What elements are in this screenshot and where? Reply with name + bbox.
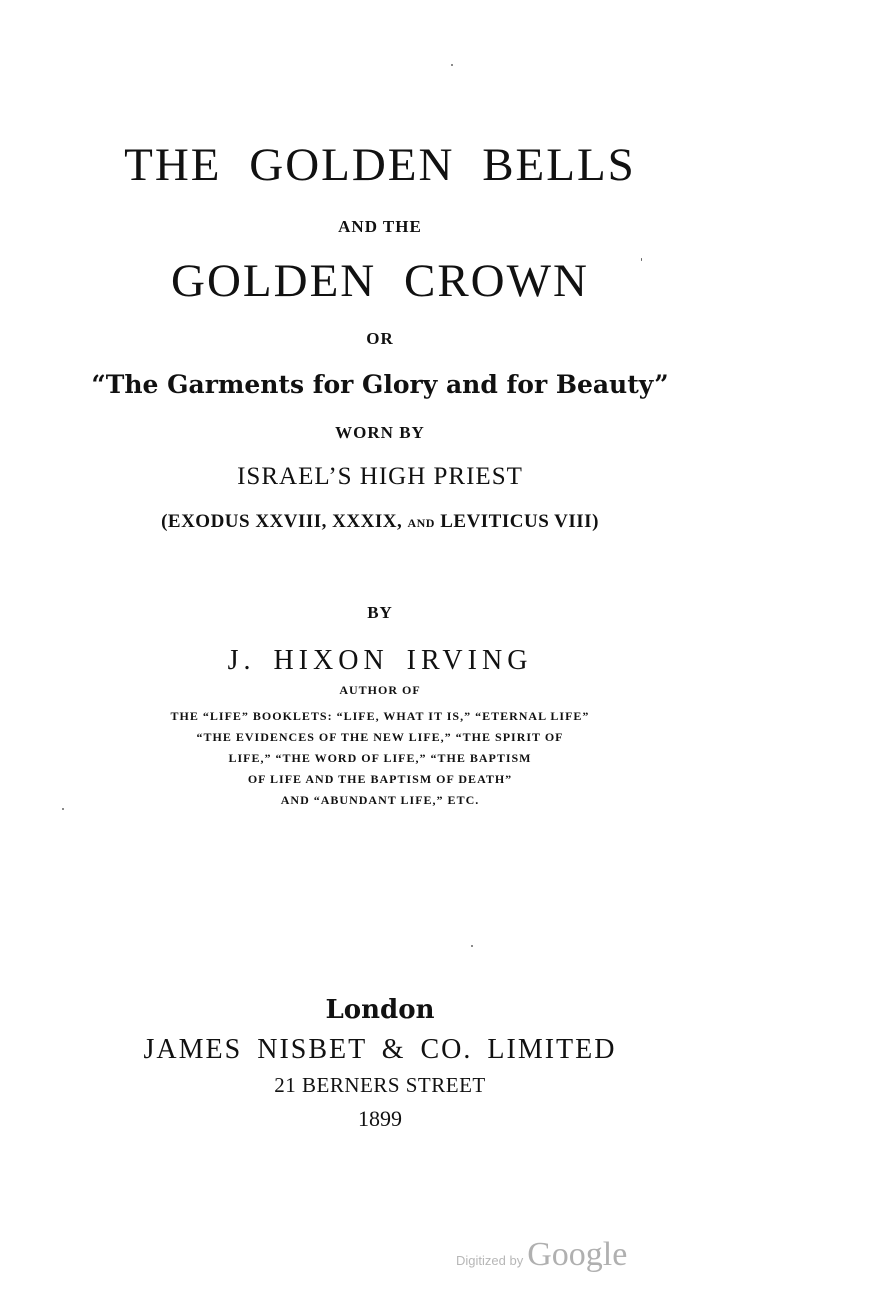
title-line-2: GOLDEN CROWN	[171, 255, 589, 307]
publisher-address: 21 BERNERS STREET	[274, 1073, 486, 1097]
works-list	[0, 706, 760, 811]
publication-place: London	[325, 995, 435, 1025]
watermark-brand: Google	[527, 1236, 628, 1273]
subject-line: ISRAEL’S HIGH PRIEST	[237, 463, 523, 490]
connector-and-the: AND THE	[338, 217, 422, 236]
watermark-prefix: Digitized by	[456, 1253, 524, 1268]
reference-start: (EXODUS XXVIII, XXXIX,	[161, 511, 403, 532]
works-line: LIFE,” “THE WORD OF LIFE,” “THE BAPTISM	[228, 751, 532, 765]
scripture-reference	[0, 511, 760, 533]
scan-speck	[451, 64, 453, 66]
scan-speck	[62, 808, 64, 810]
reference-end: LEVITICUS VIII)	[440, 511, 599, 532]
publication-year: 1899	[358, 1106, 402, 1131]
works-line: OF LIFE AND THE BAPTISM OF DEATH”	[247, 772, 513, 786]
digitized-watermark	[456, 1236, 627, 1274]
works-line: “THE EVIDENCES OF THE NEW LIFE,” “THE SPIRIT OF	[196, 730, 564, 744]
title-line-1: THE GOLDEN BELLS	[124, 139, 636, 191]
reference-and: AND	[407, 516, 435, 530]
by-line: BY	[367, 603, 393, 622]
author-name: J. HIXON IRVING	[227, 645, 533, 676]
connector-worn-by: WORN BY	[335, 423, 425, 442]
subtitle: “The Garments for Glory and for Beauty”	[91, 370, 669, 399]
connector-or: OR	[366, 329, 394, 348]
scan-speck	[641, 258, 642, 261]
works-line: THE “LIFE” BOOKLETS: “LIFE, WHAT IT IS,” “ETERNAL LIFE”	[170, 709, 590, 723]
works-line: AND “ABUNDANT LIFE,” ETC.	[280, 793, 480, 807]
scan-speck	[471, 945, 473, 947]
publisher-name: JAMES NISBET & CO. LIMITED	[143, 1034, 617, 1065]
author-of-label: AUTHOR OF	[339, 683, 421, 697]
